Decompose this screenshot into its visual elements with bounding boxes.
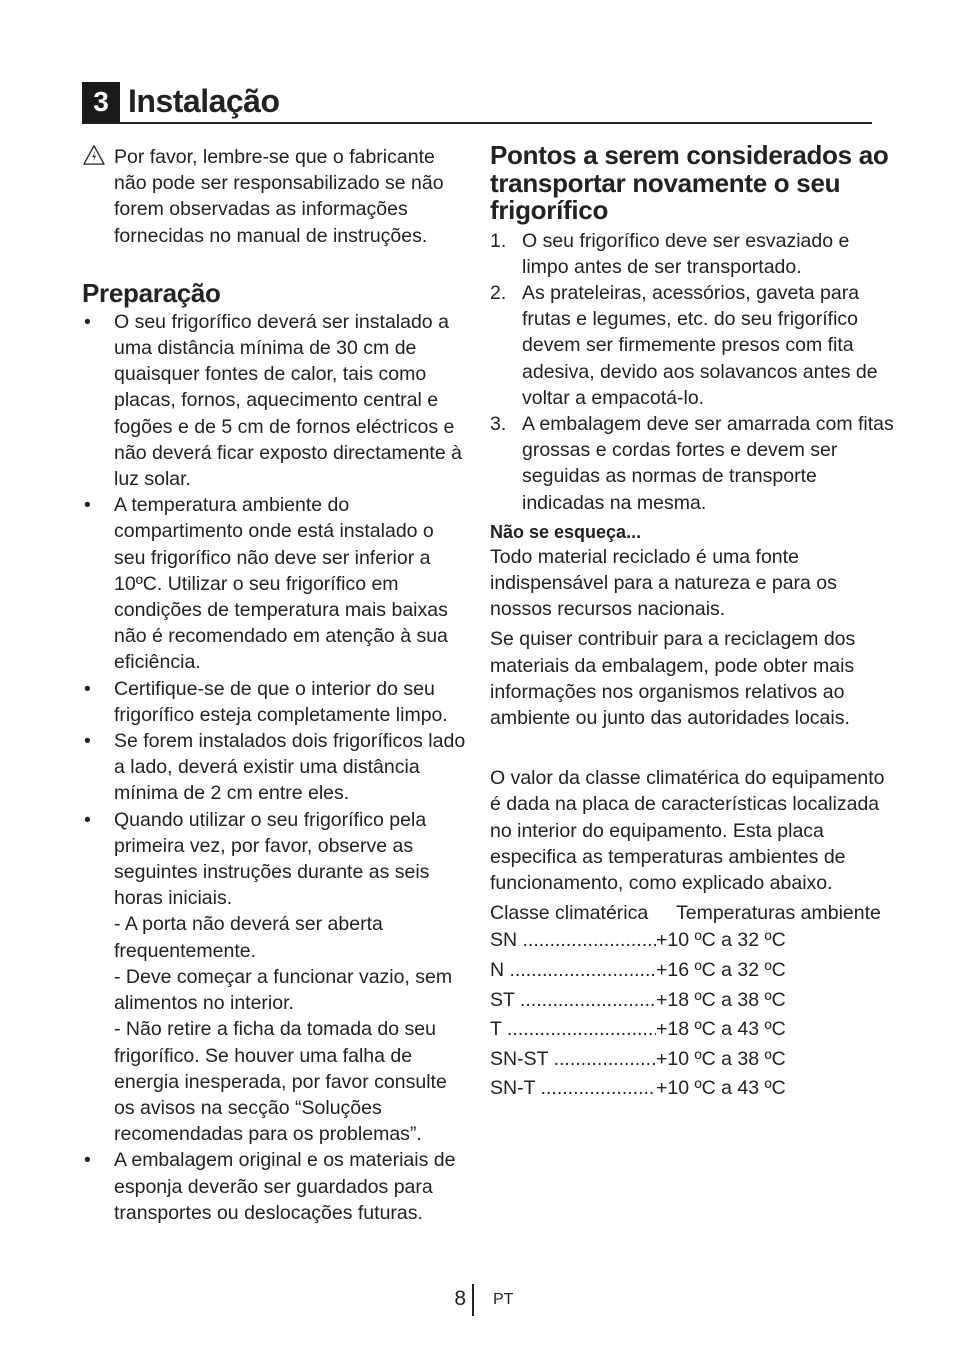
- list-item: [82, 492, 467, 675]
- page-footer: [0, 1284, 954, 1316]
- list-item: [82, 807, 467, 1148]
- climate-range: +16 ºC a 32 ºC: [656, 958, 786, 981]
- preparation-heading: Preparação: [82, 277, 221, 308]
- list-item-text: Quando utilizar o seu frigorífico pela primeira vez, por favor, observe as seguintes instruções durante as seis horas iniciais.: [114, 808, 430, 910]
- step-number: 3.: [490, 412, 507, 435]
- table-row: [490, 956, 900, 986]
- climate-class: N .....: [490, 956, 656, 986]
- climate-table-header: [490, 900, 900, 926]
- climate-header-class: Classe climatérica: [490, 902, 649, 925]
- list-item: [82, 1147, 467, 1226]
- list-item: [82, 676, 467, 728]
- transport-steps: [490, 228, 900, 516]
- step-text: As prateleiras, acessórios, gaveta para frutas e legumes, etc. do seu frigorífico devem ser firmemente presos com fita adesiva, devido aos solavancos antes de voltar a empacotá-lo.: [522, 281, 878, 409]
- table-row: [490, 986, 900, 1016]
- climate-table: [490, 926, 900, 1104]
- transport-heading: Pontos a serem considerados ao transportar novamente o seu frigorífico: [490, 140, 889, 225]
- climate-class: ST .....: [490, 986, 656, 1016]
- climate-range: +10 ºC a 43 ºC: [656, 1077, 786, 1100]
- list-item-text: Certifique-se de que o interior do seu frigorífico esteja completamente limpo.: [114, 677, 448, 726]
- list-item-text: Se forem instalados dois frigoríficos lado a lado, deverá existir uma distância mínima de 2 cm entre eles.: [114, 730, 466, 805]
- bullet-icon: •: [84, 310, 91, 333]
- list-item-text: A embalagem original e os materiais de esponja deverão ser guardados para transportes ou deslocações futuras.: [114, 1149, 456, 1224]
- bullet-icon: •: [84, 808, 91, 831]
- bullet-icon: •: [84, 677, 91, 700]
- bullet-icon: •: [84, 494, 91, 517]
- list-item: [82, 728, 467, 807]
- warning-triangle-icon: [83, 144, 105, 166]
- list-item: [82, 309, 467, 492]
- climate-range: +10 ºC a 38 ºC: [656, 1047, 786, 1070]
- climate-range: +18 ºC a 43 ºC: [656, 1018, 786, 1041]
- table-row: [490, 1045, 900, 1075]
- climate-range: +18 ºC a 38 ºC: [656, 988, 786, 1011]
- step-text: A embalagem deve ser amarrada com fitas grossas e cordas fortes e devem ser seguidas as normas de transporte indicadas na mesma.: [522, 412, 894, 514]
- table-row: [490, 1015, 900, 1045]
- list-item-subnote: - Não retire a ficha da tomada do seu frigorífico. Se houver uma falha de energia inesperada, por favor consulte os avisos na secção “Soluções recomendadas para os problemas”.: [114, 1018, 447, 1146]
- bullet-icon: •: [84, 1149, 91, 1172]
- preparation-list: [82, 309, 467, 1226]
- section-number-badge: 3: [82, 82, 120, 122]
- climate-class: SN-ST .....: [490, 1045, 656, 1075]
- list-item-subnote: - A porta não deverá ser aberta frequentemente.: [114, 913, 383, 962]
- step-number: 2.: [490, 281, 507, 304]
- right-column: [490, 142, 900, 1104]
- climate-class: T .....: [490, 1015, 656, 1045]
- left-column: [82, 142, 467, 1226]
- climate-intro: O valor da classe climatérica do equipamento é dada na placa de características localizada no interior do equipamento. Esta placa especifica as temperaturas ambientes de funcionamento, como explicado abaixo.: [490, 767, 885, 894]
- section-title: Instalação: [128, 83, 280, 119]
- warning-note: [82, 144, 467, 249]
- climate-range: +10 ºC a 32 ºC: [656, 929, 786, 952]
- climate-class: SN .....: [490, 926, 656, 956]
- bullet-icon: •: [84, 730, 91, 753]
- step-item: [490, 411, 900, 516]
- list-item-subnote: - Deve começar a funcionar vazio, sem alimentos no interior.: [114, 965, 453, 1015]
- recycle-paragraph: Todo material reciclado é uma fonte indispensável para a natureza e para os nossos recursos nacionais.: [490, 545, 837, 621]
- step-item: [490, 280, 900, 411]
- step-item: [490, 228, 900, 280]
- remember-label: Não se esqueça...: [490, 521, 642, 542]
- step-text: O seu frigorífico deve ser esvaziado e limpo antes de ser transportado.: [522, 229, 850, 278]
- section-header: [82, 80, 872, 124]
- table-row: [490, 1074, 900, 1104]
- table-row: [490, 926, 900, 956]
- footer-divider: [472, 1284, 474, 1316]
- step-number: 1.: [490, 229, 507, 252]
- page-number: 8: [454, 1287, 466, 1310]
- language-code: PT: [493, 1291, 514, 1308]
- climate-header-temp: Temperaturas ambiente: [676, 902, 881, 925]
- list-item-text: O seu frigorífico deverá ser instalado a uma distância mínima de 30 cm de quaisquer fontes de calor, tais como placas, fornos, aquecimento central e fogões e de 5 cm de fornos eléctricos e não deverá ficar exposto directamente à luz solar.: [114, 310, 462, 491]
- list-item-text: A temperatura ambiente do compartimento onde está instalado o seu frigorífico não deve ser inferior a 10ºC. Utilizar o seu frigorífico em condições de temperatura mais baixas não é recomendado em atenção à sua eficiência.: [114, 494, 448, 674]
- warning-text: Por favor, lembre-se que o fabricante não pode ser responsabilizado se não forem observadas as informações fornecidas no manual de instruções.: [114, 146, 444, 247]
- recycle-paragraph: Se quiser contribuir para a reciclagem dos materiais da embalagem, pode obter mais informações nos organismos relativos ao ambiente ou junto das autoridades locais.: [490, 628, 856, 729]
- climate-class: SN-T .....: [490, 1074, 656, 1104]
